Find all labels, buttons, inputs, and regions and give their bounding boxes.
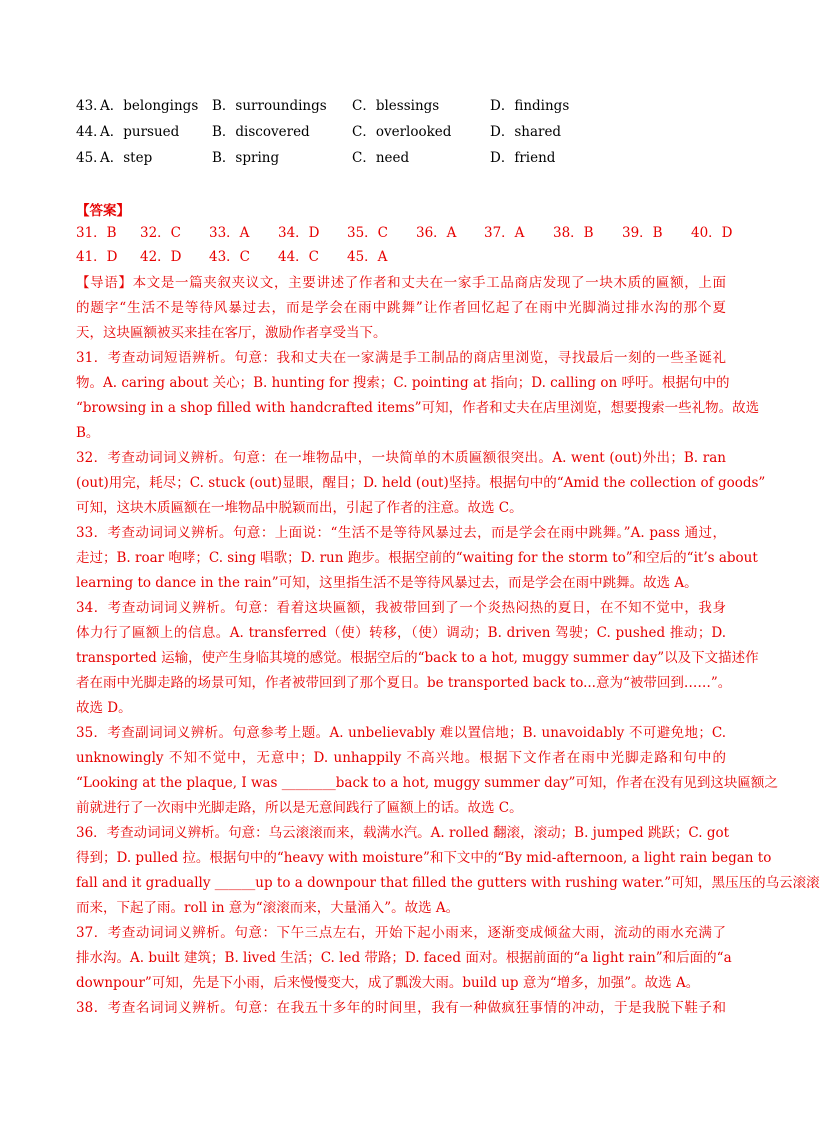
text-line: 【导语】本文是一篇夹叙夹议文，主要讲述了作者和丈夫在一家手工品商店发现了一块木质的匾额，上面: [76, 275, 726, 291]
text-line: 36．考查动词词义辨析。句意：乌云滚滚而来，载满水汽。A. rolled 翻滚，滚动；B. jumped 跳跃；C. got: [76, 825, 730, 841]
answer-item: 33．A: [209, 225, 250, 241]
text-line: 故选 D。: [76, 700, 132, 716]
text-line: 的题字“生活不是等待风暴过去，而是学会在雨中跳舞”让作者回忆起了在雨中光脚淌过排水沟的那个夏: [76, 300, 726, 316]
text-line: 走过；B. roar 咆哮；C. sing 唱歌；D. run 跑步。根据空前的“waiting for the storm to”和空后的“it’s about: [76, 550, 758, 566]
text-line: 可知，这块木质匾额在一堆物品中脱颖而出，引起了作者的注意。故选 C。: [76, 500, 523, 516]
text-line: fall and it gradually ______up to a downpour that filled the gutters with rushing water.”可知，黑压压的乌云滚滚: [76, 875, 820, 891]
text-line: 物。A. caring about 关心；B. hunting for 搜索；C. pointing at 指向；D. calling on 呼吁。根据句中的: [76, 375, 730, 391]
answer-item: 39．B: [622, 225, 663, 241]
option-a: A．pursued: [100, 124, 180, 140]
text-line: 前就进行了一次雨中光脚走路，所以是无意间践行了匾额上的话。故选 C。: [76, 800, 523, 816]
answer-item: 42．D: [140, 249, 182, 265]
answer-item: 37．A: [484, 225, 525, 241]
text-line: 35．考查副词词义辨析。句意参考上题。A. unbelievably 难以置信地；B. unavoidably 不可避免地；C.: [76, 725, 726, 741]
text-line: 37．考查动词词义辨析。句意：下午三点左右，开始下起小雨来，逐渐变成倾盆大雨，流动的雨水充满了: [76, 925, 726, 941]
question-number: 45．: [76, 150, 107, 166]
question-number: 43．: [76, 98, 107, 114]
text-line: B。: [76, 425, 100, 441]
option-b: B．surroundings: [212, 98, 327, 114]
answer-item: 43．C: [209, 249, 251, 265]
question-number: 44．: [76, 124, 107, 140]
text-line: downpour”可知，先是下小雨，后来慢慢变大，成了瓢泼大雨。build up 意为“增多，加强”。故选 A。: [76, 975, 700, 991]
text-line: learning to dance in the rain”可知，这里指生活不是等待风暴过去，而是学会在雨中跳舞。故选 A。: [76, 575, 698, 591]
answer-item: 31．B: [76, 225, 117, 241]
text-line: 得到；D. pulled 拉。根据句中的“heavy with moisture”和下文中的“By mid-afternoon, a light rain began to: [76, 850, 772, 866]
option-c: C．blessings: [352, 98, 440, 114]
answer-item: 44．C: [278, 249, 320, 265]
text-line: 者在雨中光脚走路的场景可知，作者被带回到了那个夏日。be transported back to...意为“被带回到……”。: [76, 675, 732, 691]
option-c: C．overlooked: [352, 124, 452, 140]
answer-item: 45．A: [347, 249, 388, 265]
answer-item: 34．D: [278, 225, 320, 241]
text-line: 31．考查动词短语辨析。句意：我和丈夫在一家满是手工制品的商店里浏览，寻找最后一刻的一些圣诞礼: [76, 350, 726, 366]
text-line: 天，这块匾额被买来挂在客厅，激励作者享受当下。: [76, 325, 387, 341]
text-line: 体力行了匾额上的信息。A. transferred（使）转移，（使）调动；B. driven 驾驶；C. pushed 推动；D.: [76, 625, 726, 641]
text-line: 34．考查动词词义辨析。句意：看着这块匾额，我被带回到了一个炎热闷热的夏日，在不知不觉中，我身: [76, 600, 726, 616]
answer-item: 41．D: [76, 249, 118, 265]
answer-item: 35．C: [347, 225, 389, 241]
option-d: D．friend: [490, 150, 556, 166]
option-b: B．discovered: [212, 124, 310, 140]
text-line: transported 运输，使产生身临其境的感觉。根据空后的“back to a hot, muggy summer day”以及下文描述作: [76, 650, 759, 666]
answers-row-1: [76, 222, 733, 244]
option-b: B．spring: [212, 150, 280, 166]
answer-item: 36．A: [416, 225, 457, 241]
text-line: 38．考查名词词义辨析。句意：在我五十多年的时间里，我有一种做疯狂事情的冲动，于是我脱下鞋子和: [76, 1000, 726, 1016]
text-line: “browsing in a shop filled with handcrafted items”可知，作者和丈夫在店里浏览，想要搜索一些礼物。故选: [76, 400, 760, 416]
text-line: “Looking at the plaque, I was ________back to a hot, muggy summer day”可知，作者在没有见到这块匾额之: [76, 775, 778, 791]
option-d: D．shared: [490, 124, 562, 140]
text-line: unknowingly 不知不觉中，无意中；D. unhappily 不高兴地。根据下文作者在雨中光脚走路和句中的: [76, 750, 726, 766]
answers-row-2: [76, 246, 726, 268]
option-a: A．step: [100, 150, 153, 166]
answer-label: 【答案】: [76, 203, 130, 219]
answer-item: 38．B: [553, 225, 594, 241]
text-line: (out)用完，耗尽；C. stuck (out)显眼，醒目；D. held (out)坚持。根据句中的“Amid the collection of goods”: [76, 475, 766, 491]
answer-item: 32．C: [140, 225, 182, 241]
text-line: 32．考查动词词义辨析。句意：在一堆物品中，一块简单的木质匾额很突出。A. went (out)外出；B. ran: [76, 450, 726, 466]
text-line: 33．考查动词词义辨析。句意：上面说：“生活不是等待风暴过去，而是学会在雨中跳舞。”A. pass 通过，: [76, 525, 726, 541]
text-line: 排水沟。A. built 建筑；B. lived 生活；C. led 带路；D. faced 面对。根据前面的“a light rain”和后面的“a: [76, 950, 732, 966]
option-c: C．need: [352, 150, 410, 166]
option-d: D．findings: [490, 98, 570, 114]
answer-item: 40．D: [691, 225, 733, 241]
option-a: A．belongings: [100, 98, 199, 114]
text-line: 而来，下起了雨。roll in 意为“滚滚而来，大量涌入”。故选 A。: [76, 900, 460, 916]
